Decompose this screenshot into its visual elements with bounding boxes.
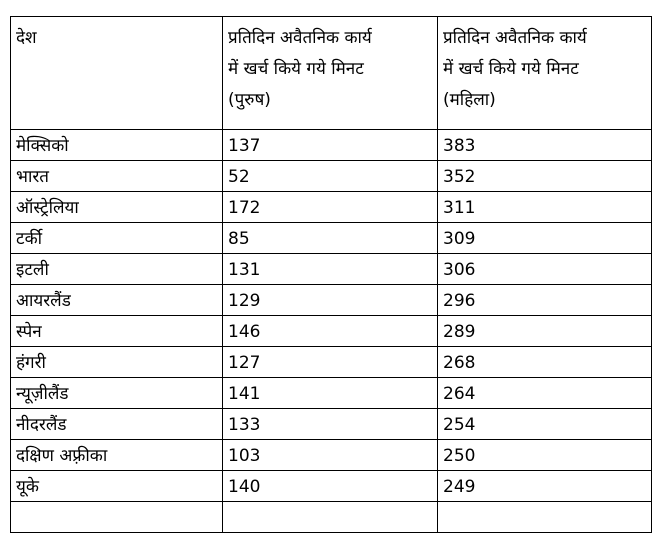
cell-country-empty [11, 502, 223, 533]
cell-men-minutes: 133 [223, 409, 438, 440]
cell-men-minutes: 131 [223, 254, 438, 285]
table-row [11, 254, 652, 285]
cell-men-minutes: 127 [223, 347, 438, 378]
cell-country: स्पेन [11, 316, 223, 347]
cell-country: न्यूज़ीलैंड [11, 378, 223, 409]
cell-men-minutes: 172 [223, 192, 438, 223]
cell-women-minutes: 268 [438, 347, 652, 378]
cell-women-minutes-empty [438, 502, 652, 533]
cell-country: ऑस्ट्रेलिया [11, 192, 223, 223]
table-header-row [11, 17, 652, 130]
cell-women-minutes: 254 [438, 409, 652, 440]
cell-women-minutes: 311 [438, 192, 652, 223]
table-row-partial [11, 502, 652, 533]
cell-women-minutes: 264 [438, 378, 652, 409]
header-women-line-1: प्रतिदिन अवैतनिक कार्य [443, 28, 587, 48]
table-row [11, 161, 652, 192]
table-row [11, 378, 652, 409]
header-men-line-2: में खर्च किये गये मिनट [228, 59, 364, 79]
cell-women-minutes: 249 [438, 471, 652, 502]
cell-women-minutes: 309 [438, 223, 652, 254]
header-women-line-3: (महिला) [443, 90, 496, 110]
cell-women-minutes: 383 [438, 130, 652, 161]
cell-men-minutes-empty [223, 502, 438, 533]
table-row [11, 130, 652, 161]
cell-women-minutes: 296 [438, 285, 652, 316]
header-men-line-1: प्रतिदिन अवैतनिक कार्य [228, 28, 372, 48]
cell-country: इटली [11, 254, 223, 285]
table-row [11, 192, 652, 223]
cell-women-minutes: 352 [438, 161, 652, 192]
table-row [11, 471, 652, 502]
cell-men-minutes: 146 [223, 316, 438, 347]
cell-women-minutes: 250 [438, 440, 652, 471]
cell-country: नीदरलैंड [11, 409, 223, 440]
header-women [438, 17, 652, 130]
header-men-line-3: (पुरुष) [228, 90, 271, 110]
header-country [11, 17, 223, 130]
cell-men-minutes: 137 [223, 130, 438, 161]
header-men [223, 17, 438, 130]
cell-country: आयरलैंड [11, 285, 223, 316]
table-row [11, 409, 652, 440]
table-row [11, 316, 652, 347]
cell-women-minutes: 289 [438, 316, 652, 347]
table-row [11, 347, 652, 378]
cell-country: भारत [11, 161, 223, 192]
table-row [11, 440, 652, 471]
table-row [11, 223, 652, 254]
cell-men-minutes: 141 [223, 378, 438, 409]
cell-country: टर्की [11, 223, 223, 254]
header-country-label: देश [16, 28, 37, 48]
cell-men-minutes: 140 [223, 471, 438, 502]
cell-country: दक्षिण अफ़्रीका [11, 440, 223, 471]
cell-men-minutes: 85 [223, 223, 438, 254]
cell-women-minutes: 306 [438, 254, 652, 285]
cell-country: मेक्सिको [11, 130, 223, 161]
cell-country: हंगरी [11, 347, 223, 378]
cell-men-minutes: 103 [223, 440, 438, 471]
header-women-line-2: में खर्च किये गये मिनट [443, 59, 579, 79]
cell-men-minutes: 52 [223, 161, 438, 192]
table-row [11, 285, 652, 316]
cell-men-minutes: 129 [223, 285, 438, 316]
minutes-unpaid-work-table [10, 16, 652, 533]
cell-country: यूके [11, 471, 223, 502]
